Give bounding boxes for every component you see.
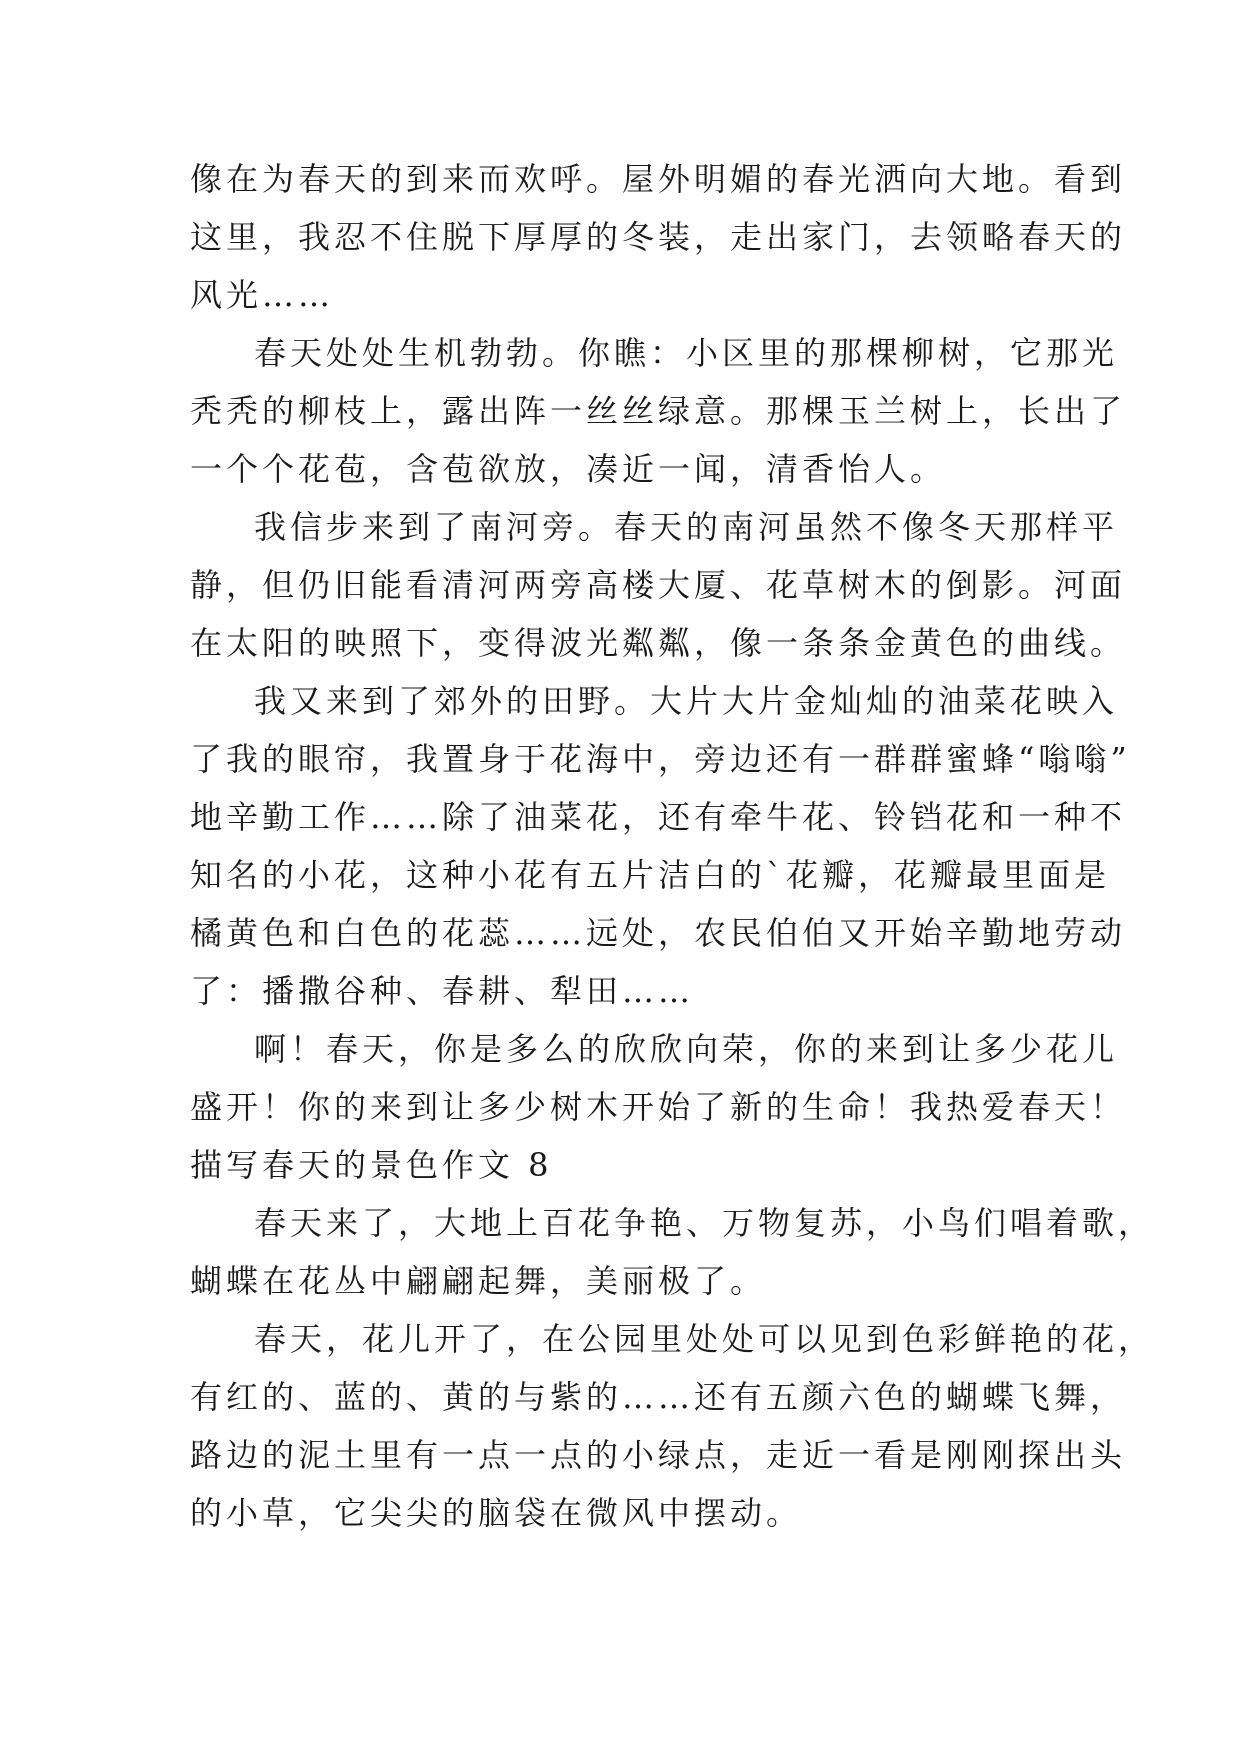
text-line: 我信步来到了南河旁。春天的南河虽然不像冬天那样平 [254, 508, 1119, 546]
paragraph-2 [190, 324, 1127, 498]
text-line: 春天，花儿开了，在公园里处处可以见到色彩鲜艳的花， [254, 1320, 1155, 1358]
paragraph-6 [190, 1194, 1155, 1310]
paragraph-3 [190, 498, 1127, 672]
text-line: 像在为春天的到来而欢呼。屋外明媚的春光洒向大地。看到 [190, 160, 1127, 198]
text-line: 啊！春天，你是多么的欣欣向荣，你的来到让多少花儿 [254, 1030, 1119, 1068]
text-line: 盛开！你的来到让多少树木开始了新的生命！我热爱春天！ [190, 1088, 1127, 1126]
text-line: 知名的小花，这种小花有五片洁白的`花瓣，花瓣最里面是 [190, 856, 1111, 894]
text-line: 我又来到了郊外的田野。大片大片金灿灿的油菜花映入 [254, 682, 1119, 720]
text-line: 这里，我忍不住脱下厚厚的冬装，走出家门，去领略春天的 [190, 218, 1127, 256]
text-line: 地辛勤工作……除了油菜花，还有牵牛花、铃铛花和一种不 [190, 798, 1127, 836]
text-line: 春天处处生机勃勃。你瞧：小区里的那棵柳树，它那光 [254, 334, 1119, 372]
text-line: 在太阳的映照下，变得波光粼粼，像一条条金黄色的曲线。 [190, 624, 1127, 662]
text-line: 路边的泥土里有一点一点的小绿点，走近一看是刚刚探出头 [190, 1436, 1127, 1474]
text-line: 一个个花苞，含苞欲放，凑近一闻，清香怡人。 [190, 450, 947, 488]
text-line: 橘黄色和白色的花蕊……远处，农民伯伯又开始辛勤地劳动 [190, 914, 1127, 952]
text-line: 了：播撒谷种、春耕、犁田…… [190, 972, 695, 1010]
paragraph-1 [190, 150, 1127, 324]
text-line: 静，但仍旧能看清河两旁高楼大厦、花草树木的倒影。河面 [190, 566, 1127, 604]
text-line: 秃秃的柳枝上，露出阵一丝丝绿意。那棵玉兰树上，长出了 [190, 392, 1127, 430]
text-line: 有红的、蓝的、黄的与紫的……还有五颜六色的蝴蝶飞舞， [190, 1378, 1127, 1416]
paragraph-4 [190, 672, 1131, 1020]
text-line: 了我的眼帘，我置身于花海中，旁边还有一群群蜜蜂“嗡嗡” [190, 740, 1131, 778]
text-line: 蝴蝶在花丛中翩翩起舞，美丽极了。 [190, 1262, 767, 1300]
text-line: 的小草，它尖尖的脑袋在微风中摆动。 [190, 1494, 803, 1532]
document-body [190, 150, 1155, 1542]
paragraph-7 [190, 1310, 1155, 1542]
paragraph-5 [190, 1020, 1127, 1136]
text-line: 春天来了，大地上百花争艳、万物复苏，小鸟们唱着歌， [254, 1204, 1155, 1242]
text-line: 风光…… [190, 276, 335, 314]
section-heading [190, 1136, 1070, 1194]
heading-line: 描写春天的景色作文 8 [190, 1146, 553, 1184]
